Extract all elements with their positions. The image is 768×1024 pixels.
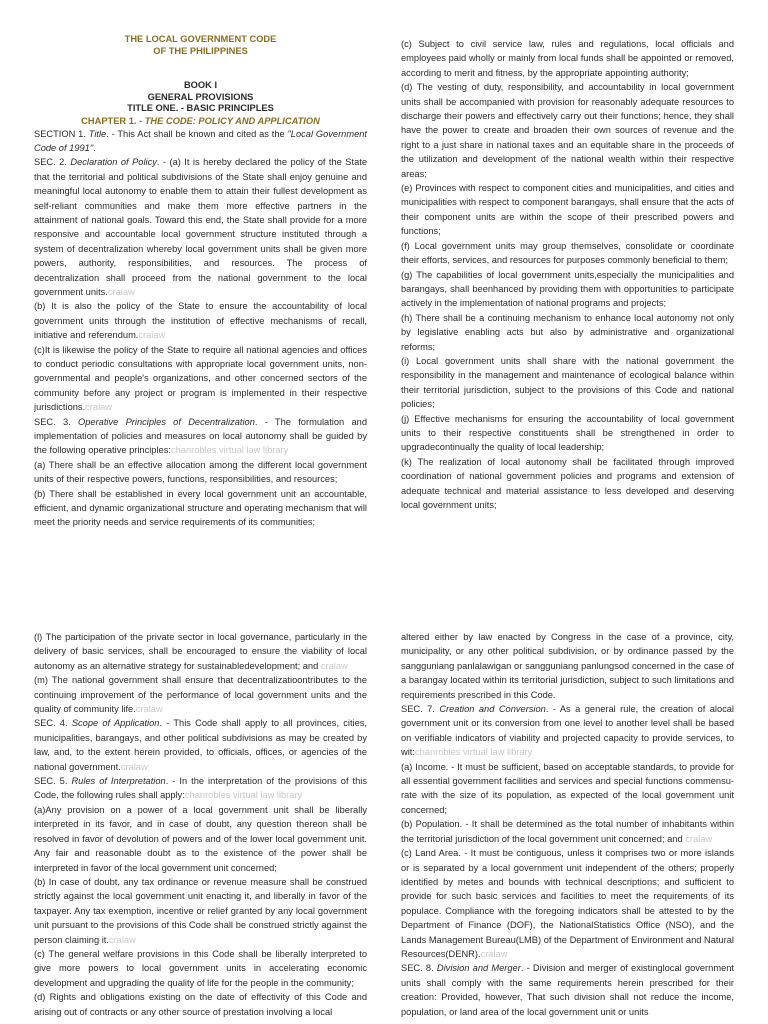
section-4: SEC. 4. Scope of Application. - This Code shall apply to all provinces, cities, municipalities, barangays, and other political subdivisions as may be created by law, and, to the extent herein provided, to officials, offices, or agencies of the national government.cralaw xyxy=(34,718,367,772)
section-7: SEC. 7. Creation and Conversion. - As a general rule, the creation of alocal government unit or its conversion from one level to another level shall be based on verifiable indicators of viability and projected capacity to provide services, to wit:chanrobles virtual law library xyxy=(401,704,734,758)
section-6-continued: altered either by law enacted by Congress in the case of a province, city, municipality, or any other political subdivision, or by ordinance passed by the sangguniang panlalawigan or sangguniang panlungsod concerned in the case of a barangay located within its territorial jurisdiction, subject to such limitations and requirements prescribed in this Code. xyxy=(401,632,734,700)
column-top-right xyxy=(401,37,734,547)
column-top-left xyxy=(34,34,367,534)
section-3-g: (g) The capabilities of local government units,especially the municipalities and barangays, shall beenhanced by providing them with opportunities to participate actively in the implementation of national programs and projects; xyxy=(401,269,734,309)
section-3-e: (e) Provinces with respect to component cities and municipalities, and cities and municipalities with respect to component barangays, shall ensure that the acts of their component units are within the scope of their prescribed powers and functions; xyxy=(401,183,734,237)
book-heading: BOOK I xyxy=(183,80,218,90)
section-7-b: (b) Population. - It shall be determined as the total number of inhabitants within the territorial jurisdiction of the local government unit concerned; and cralaw xyxy=(401,819,734,844)
general-provisions-heading: GENERAL PROVISIONS xyxy=(147,91,254,102)
column-bottom-left xyxy=(34,630,367,1024)
section-3-k: (k) The realization of local autonomy shall be facilitated through improved coordination of national government policies and programs and extension of adequate technical and material assistance to less developed and deserving local government units; xyxy=(401,456,734,510)
section-3-m: (m) The national government shall ensure that decentralizatioontributes to the continuing improvement of the performance of local government units and the quality of community life.cralaw xyxy=(34,675,367,715)
section-3-h: (h) There shall be a continuing mechanism to enhance local autonomy not only by legislative enabling acts but also by administrative and organizational reforms; xyxy=(401,312,734,352)
section-1: SECTION 1. Title. - This Act shall be known and cited as the "Local Government Code of 1991". xyxy=(34,128,367,153)
section-3-i: (i) Local government units shall share with the national government the responsibility in the management and maintenance of ecological balance within their territorial jurisdiction, subject to the provisions of this Code and national policies; xyxy=(401,355,734,410)
section-7-a: (a) Income. - It must be sufficient, based on acceptable standards, to provide for all essential government facilities and services and special functions commensu- rate with the size of its population, as expected of the local government unit concerned; xyxy=(401,761,734,815)
section-3-a: (a) There shall be an effective allocation among the different local government units of their respective powers, functions, responsibilities, and resources; xyxy=(34,459,367,485)
column-bottom-right xyxy=(401,630,734,1024)
section-5-b: (b) In case of doubt, any tax ordinance or revenue measure shall be construed strictly against the local government unit enacting it, and liberally in favor of the taxpayer. Any tax exemption, incentive or relief granted by any local government unit pursuant to the provisions of this Code shall be construed strictly against the person claiming it.cralaw xyxy=(34,876,367,945)
section-3: SEC. 3. Operative Principles of Decentralization. - The formulation and implementation of policies and measures on local autonomy shall be guided by the following operative principles:chanrobles virtual law library xyxy=(34,416,367,456)
section-3-c: (c) Subject to civil service law, rules and regulations, local officials and employees paid wholly or mainly from local funds shall be appointed or removed, according to merit and fitness, by the appropriate appointing authority; xyxy=(401,39,734,78)
document-title-line-2: OF THE PHILIPPINES xyxy=(153,45,248,56)
section-5-c: (c) The general welfare provisions in this Code shall be liberally interpreted to give more powers to local government units in accelerating economic development and upgrading the quality of life for the people in the community; xyxy=(34,948,367,988)
section-8: SEC. 8. Division and Merger. - Division and merger of existinglocal government units shall comply with the same requirements herein prescribed for their creation: Provided, however, That such division shall not reduce the income, population, or land area of the local government unit or units xyxy=(401,963,734,1017)
section-3-f: (f) Local government units may group themselves, consolidate or coordinate their efforts, services, and resources for purposes commonly beneficial to them; xyxy=(401,240,734,266)
section-5-a: (a)Any provision on a power of a local government unit shall be liberally interpreted in its favor, and in case of doubt, any question thereon shall be resolved in favor of devolution of powers and of the lower local government unit. Any fair and reasonable doubt as to the existence of the power shall be interpreted in favor of the local government unit concerned; xyxy=(34,804,367,873)
section-2-b: (b) It is also the policy of the State to ensure the accountability of local government units through the institution of effective mechanisms of recall, initiative and referendum.cralaw xyxy=(34,301,367,341)
section-2: SEC. 2. Declaration of Policy. - (a) It is hereby declared the policy of the State that the territorial and political subdivisions of the State shall enjoy genuine and meaningful local autonomy to enable them to attain their fullest development as self-reliant communities and make them more effective partners in the attainment of national goals. Toward this end, the State shall provide for a more responsive and accountable local government structure instituted through a system of decentralization whereby local government units shall be given more powers, authority, responsibilities, and resources. The process of decentralization shall proceed from the national government to the local government units.cralaw xyxy=(34,157,367,297)
section-3-d: (d) The vesting of duty, responsibility, and accountability in local government units shall be accompanied with provision for reasonably adequate resources to discharge their powers and effectively carry out their functions; hence, they shall have the power to create and broaden their own sources of revenue and the right to a just share in national taxes and an equitable share in the proceeds of the utilization and development of the national wealth within their respective areas; xyxy=(401,82,734,179)
section-3-j: (j) Effective mechanisms for ensuring the accountability of local government units to their respective constituents shall be strengthened in order to upgradecontinually the quality of local leadership; xyxy=(401,413,734,453)
section-5: SEC. 5. Rules of Interpretation. - In the interpretation of the provisions of this Code, the following rules shall apply:chanrobles virtual law library xyxy=(34,776,367,801)
section-3-l: (l) The participation of the private sector in local governance, particularly in the delivery of basic services, shall be encouraged to ensure the viability of local autonomy as an alternative strategy for sustainabledevelopment; and cralaw xyxy=(34,632,367,671)
title-one-heading: TITLE ONE. - BASIC PRINCIPLES xyxy=(127,103,274,113)
section-2-c: (c)It is likewise the policy of the State to require all national agencies and offices to conduct periodic consultations with appropriate local government units, non-governmental and people's organizations, and other concerned sectors of the community before any project or program is implemented in their respective jurisdictions.cralaw xyxy=(34,344,367,413)
section-7-c: (c) Land Area. - It must be contiguous, unless it comprises two or more islands or is separated by a local government unit independent of the others; properly identified by metes and bounds with technical descriptions; and sufficient to provide for such basic services and facilities to meet the requirements of its populace. Compliance with the foregoing indicators shall be attested to by the Department of Finance (DOF), the NationalStatistics Office (NSO), and the Lands Management Bureau(LMB) of the Department of Environment and Natural Resources(DENR).cralaw xyxy=(401,848,734,959)
section-5-d: (d) Rights and obligations existing on the date of effectivity of this Code and arising out of contracts or any other source of prestation involving a local xyxy=(34,992,367,1017)
chapter-heading: CHAPTER 1. - THE CODE: POLICY AND APPLICATION xyxy=(81,115,320,126)
document-title-line-1: THE LOCAL GOVERNMENT CODE xyxy=(124,34,277,44)
section-3-b: (b) There shall be established in every local government unit an accountable, efficient, and dynamic organizational structure and operating mechanism that will meet the priority needs and service requirements of its communities; xyxy=(34,488,367,528)
